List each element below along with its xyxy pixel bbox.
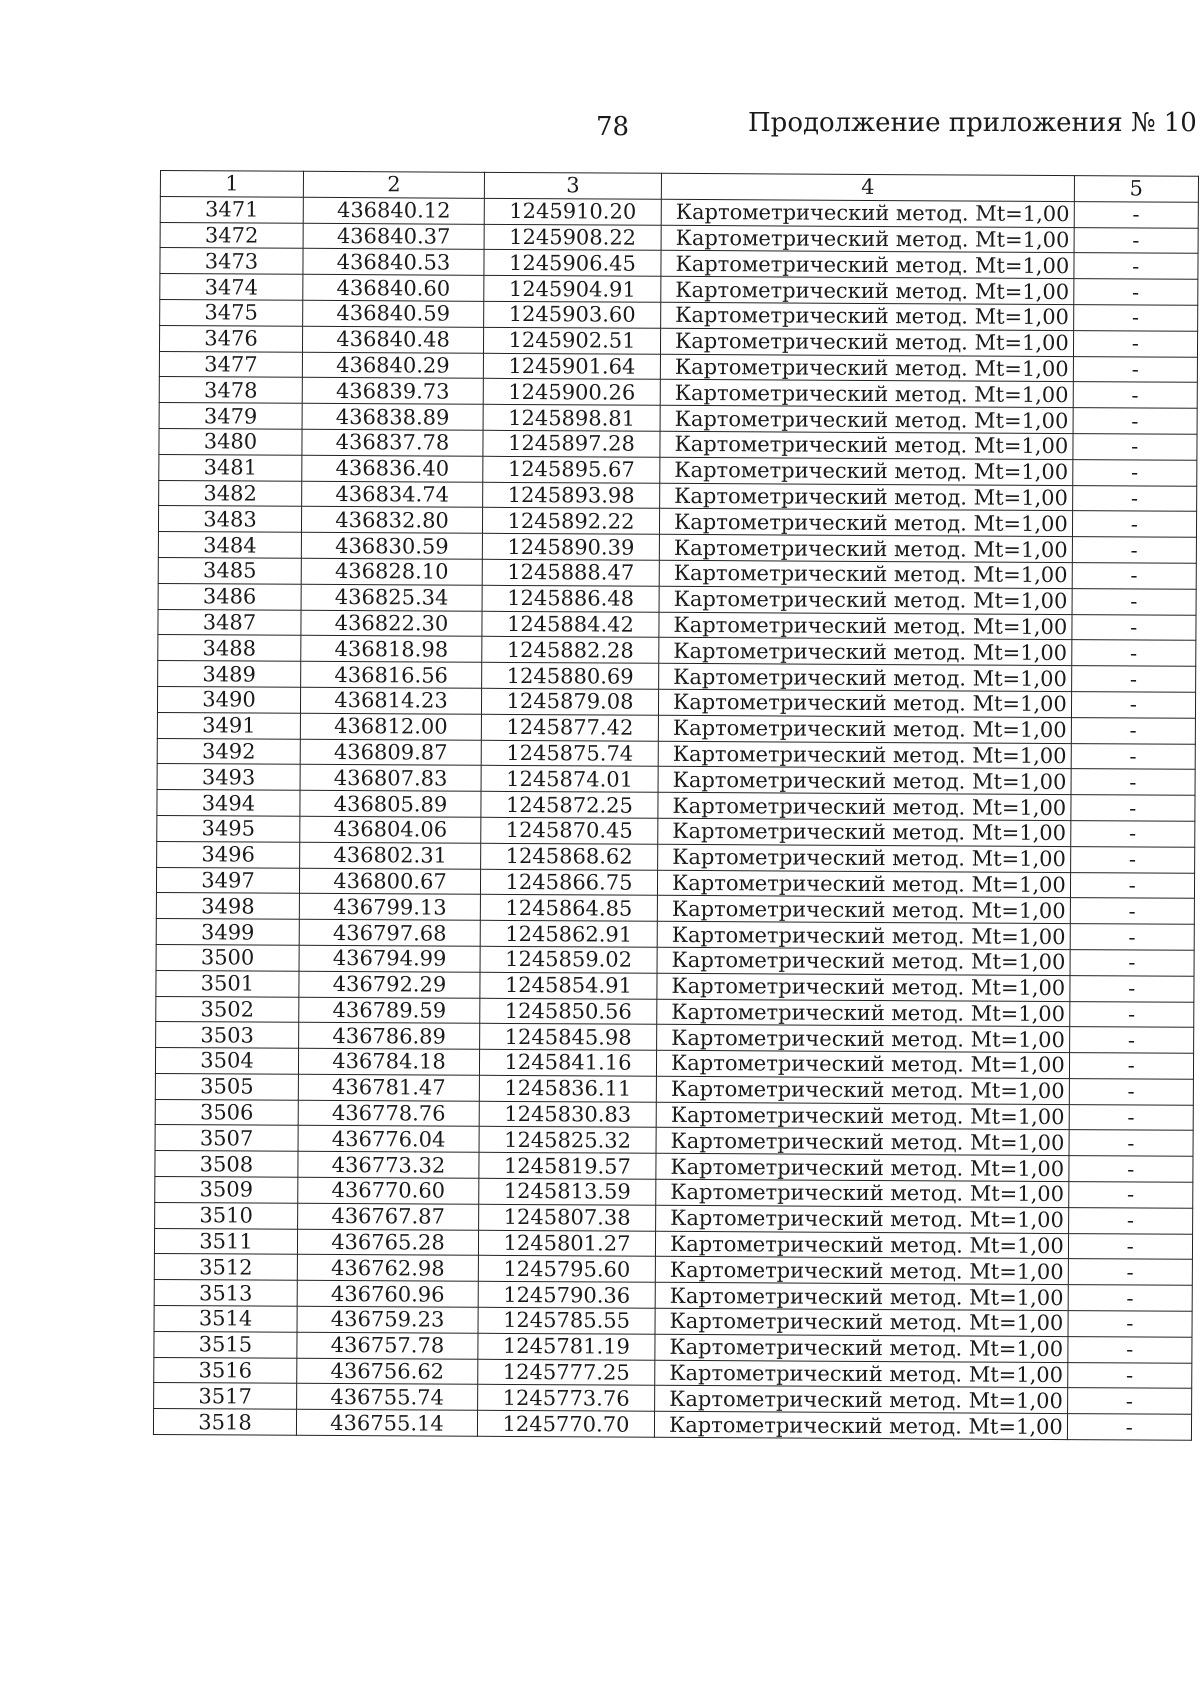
method-cell: Картометрический метод. Mt=1,00	[659, 509, 1072, 537]
x-coordinate-cell: 436836.40	[302, 455, 483, 482]
y-coordinate-cell: 1245910.20	[484, 198, 661, 225]
point-number-cell: 3497	[156, 867, 299, 894]
y-coordinate-cell: 1245830.83	[479, 1101, 656, 1128]
note-cell: -	[1067, 1414, 1191, 1440]
point-number-cell: 3478	[159, 377, 302, 404]
x-coordinate-cell: 436792.29	[299, 971, 480, 998]
note-cell: -	[1071, 666, 1195, 692]
page-number: 78	[596, 112, 630, 142]
y-coordinate-cell: 1245870.45	[481, 817, 658, 844]
point-number-cell: 3473	[160, 248, 303, 275]
point-number-cell: 3494	[157, 790, 300, 817]
note-cell: -	[1069, 1053, 1193, 1079]
x-coordinate-cell: 436786.89	[299, 1023, 480, 1050]
coordinates-table	[153, 170, 1199, 1441]
method-cell: Картометрический метод. Mt=1,00	[661, 225, 1074, 253]
note-cell: -	[1074, 279, 1198, 305]
point-number-cell: 3499	[156, 919, 299, 946]
x-coordinate-cell: 436818.98	[301, 636, 482, 663]
y-coordinate-cell: 1245886.48	[482, 585, 659, 612]
method-cell: Картометрический метод. Mt=1,00	[657, 947, 1070, 975]
note-cell: -	[1069, 1156, 1193, 1182]
point-number-cell: 3509	[155, 1177, 298, 1204]
x-coordinate-cell: 436822.30	[301, 610, 482, 637]
y-coordinate-cell: 1245790.36	[478, 1282, 655, 1309]
x-coordinate-cell: 436840.12	[303, 197, 484, 224]
note-cell: -	[1071, 692, 1195, 718]
x-coordinate-cell: 436802.31	[300, 842, 481, 869]
note-cell: -	[1072, 485, 1196, 511]
x-coordinate-cell: 436828.10	[301, 558, 482, 585]
note-cell: -	[1068, 1311, 1192, 1337]
method-cell: Картометрический метод. Mt=1,00	[656, 1050, 1069, 1078]
note-cell: -	[1073, 330, 1197, 356]
point-number-cell: 3498	[156, 893, 299, 920]
note-cell: -	[1068, 1233, 1192, 1259]
x-coordinate-cell: 436837.78	[302, 429, 483, 456]
y-coordinate-cell: 1245872.25	[481, 791, 658, 818]
x-coordinate-cell: 436800.67	[299, 868, 480, 895]
x-coordinate-cell: 436840.37	[303, 223, 484, 250]
note-cell: -	[1069, 1027, 1193, 1053]
x-coordinate-cell: 436840.29	[302, 352, 483, 379]
method-cell: Картометрический метод. Mt=1,00	[655, 1386, 1068, 1414]
method-cell: Картометрический метод. Mt=1,00	[656, 1154, 1069, 1182]
y-coordinate-cell: 1245902.51	[483, 327, 660, 354]
y-coordinate-cell: 1245904.91	[484, 275, 661, 302]
x-coordinate-cell: 436825.34	[301, 584, 482, 611]
method-cell: Картометрический метод. Mt=1,00	[655, 1334, 1068, 1362]
note-cell: -	[1067, 1388, 1191, 1414]
note-cell: -	[1071, 717, 1195, 743]
note-cell: -	[1072, 588, 1196, 614]
method-cell: Картометрический метод. Mt=1,00	[660, 483, 1073, 511]
x-coordinate-cell: 436755.14	[296, 1410, 477, 1437]
point-number-cell: 3486	[158, 583, 301, 610]
x-coordinate-cell: 436807.83	[300, 765, 481, 792]
header-cell-3: 3	[484, 172, 661, 199]
x-coordinate-cell: 436840.60	[303, 274, 484, 301]
note-cell: -	[1070, 975, 1194, 1001]
y-coordinate-cell: 1245901.64	[483, 353, 660, 380]
method-cell: Картометрический метод. Mt=1,00	[660, 431, 1073, 459]
x-coordinate-cell: 436816.56	[301, 661, 482, 688]
method-cell: Картометрический метод. Mt=1,00	[659, 534, 1072, 562]
y-coordinate-cell: 1245845.98	[480, 1024, 657, 1051]
table-body	[153, 196, 1198, 1440]
note-cell: -	[1074, 201, 1198, 227]
y-coordinate-cell: 1245864.85	[480, 895, 657, 922]
point-number-cell: 3493	[157, 764, 300, 791]
note-cell: -	[1068, 1336, 1192, 1362]
method-cell: Картометрический метод. Mt=1,00	[654, 1412, 1067, 1440]
method-cell: Картометрический метод. Mt=1,00	[659, 638, 1072, 666]
x-coordinate-cell: 436773.32	[298, 1152, 479, 1179]
point-number-cell: 3516	[154, 1357, 297, 1384]
x-coordinate-cell: 436840.59	[303, 300, 484, 327]
y-coordinate-cell: 1245781.19	[478, 1333, 655, 1360]
point-number-cell: 3517	[154, 1383, 297, 1410]
method-cell: Картометрический метод. Mt=1,00	[657, 870, 1070, 898]
x-coordinate-cell: 436812.00	[300, 713, 481, 740]
y-coordinate-cell: 1245903.60	[484, 301, 661, 328]
y-coordinate-cell: 1245890.39	[482, 533, 659, 560]
y-coordinate-cell: 1245859.02	[480, 946, 657, 973]
y-coordinate-cell: 1245841.16	[479, 1049, 656, 1076]
appendix-title: Продолжение приложения № 10	[748, 108, 1197, 138]
x-coordinate-cell: 436784.18	[298, 1048, 479, 1075]
y-coordinate-cell: 1245892.22	[482, 508, 659, 535]
point-number-cell: 3479	[159, 403, 302, 430]
table-row	[153, 1409, 1191, 1441]
method-cell: Картометрический метод. Mt=1,00	[657, 921, 1070, 949]
point-number-cell: 3481	[159, 454, 302, 481]
header-cell-4: 4	[661, 173, 1074, 201]
note-cell: -	[1072, 640, 1196, 666]
x-coordinate-cell: 436799.13	[299, 894, 480, 921]
note-cell: -	[1068, 1259, 1192, 1285]
y-coordinate-cell: 1245879.08	[481, 688, 658, 715]
method-cell: Картометрический метод. Mt=1,00	[657, 896, 1070, 924]
x-coordinate-cell: 436776.04	[298, 1126, 479, 1153]
method-cell: Картометрический метод. Mt=1,00	[660, 328, 1073, 356]
y-coordinate-cell: 1245868.62	[481, 843, 658, 870]
x-coordinate-cell: 436778.76	[298, 1100, 479, 1127]
header-cell-1: 1	[160, 171, 303, 198]
note-cell: -	[1074, 227, 1198, 253]
note-cell: -	[1073, 459, 1197, 485]
y-coordinate-cell: 1245862.91	[480, 920, 657, 947]
x-coordinate-cell: 436765.28	[297, 1229, 478, 1256]
method-cell: Картометрический метод. Mt=1,00	[659, 612, 1072, 640]
method-cell: Картометрический метод. Mt=1,00	[660, 380, 1073, 408]
x-coordinate-cell: 436830.59	[301, 532, 482, 559]
note-cell: -	[1069, 1001, 1193, 1027]
point-number-cell: 3500	[156, 944, 299, 971]
note-cell: -	[1070, 924, 1194, 950]
note-cell: -	[1070, 950, 1194, 976]
note-cell: -	[1073, 434, 1197, 460]
y-coordinate-cell: 1245895.67	[483, 456, 660, 483]
point-number-cell: 3485	[158, 557, 301, 584]
y-coordinate-cell: 1245866.75	[480, 869, 657, 896]
note-cell: -	[1074, 253, 1198, 279]
point-number-cell: 3475	[160, 299, 303, 326]
y-coordinate-cell: 1245819.57	[479, 1153, 656, 1180]
point-number-cell: 3496	[157, 841, 300, 868]
point-number-cell: 3501	[156, 970, 299, 997]
point-number-cell: 3506	[155, 1099, 298, 1126]
y-coordinate-cell: 1245882.28	[482, 637, 659, 664]
method-cell: Картометрический метод. Mt=1,00	[660, 354, 1073, 382]
method-cell: Картометрический метод. Mt=1,00	[656, 1128, 1069, 1156]
x-coordinate-cell: 436767.87	[298, 1203, 479, 1230]
point-number-cell: 3487	[158, 609, 301, 636]
note-cell: -	[1071, 821, 1195, 847]
point-number-cell: 3472	[160, 222, 303, 249]
point-number-cell: 3476	[159, 325, 302, 352]
point-number-cell: 3502	[156, 996, 299, 1023]
method-cell: Картометрический метод. Mt=1,00	[655, 1308, 1068, 1336]
x-coordinate-cell: 436762.98	[297, 1255, 478, 1282]
note-cell: -	[1073, 305, 1197, 331]
point-number-cell: 3492	[157, 738, 300, 765]
method-cell: Картометрический метод. Mt=1,00	[658, 767, 1071, 795]
x-coordinate-cell: 436840.48	[302, 326, 483, 353]
method-cell: Картометрический метод. Mt=1,00	[659, 586, 1072, 614]
note-cell: -	[1072, 537, 1196, 563]
method-cell: Картометрический метод. Mt=1,00	[658, 689, 1071, 717]
point-number-cell: 3507	[155, 1125, 298, 1152]
note-cell: -	[1073, 356, 1197, 382]
point-number-cell: 3480	[159, 428, 302, 455]
note-cell: -	[1067, 1362, 1191, 1388]
x-coordinate-cell: 436757.78	[297, 1332, 478, 1359]
y-coordinate-cell: 1245875.74	[481, 740, 658, 767]
point-number-cell: 3488	[158, 635, 301, 662]
y-coordinate-cell: 1245880.69	[482, 662, 659, 689]
x-coordinate-cell: 436756.62	[297, 1358, 478, 1385]
note-cell: -	[1069, 1078, 1193, 1104]
note-cell: -	[1069, 1130, 1193, 1156]
point-number-cell: 3513	[154, 1280, 297, 1307]
y-coordinate-cell: 1245836.11	[479, 1075, 656, 1102]
y-coordinate-cell: 1245908.22	[484, 224, 661, 251]
point-number-cell: 3490	[157, 686, 300, 713]
note-cell: -	[1071, 795, 1195, 821]
x-coordinate-cell: 436840.53	[303, 249, 484, 276]
x-coordinate-cell: 436755.74	[297, 1384, 478, 1411]
point-number-cell: 3489	[158, 661, 301, 688]
y-coordinate-cell: 1245807.38	[479, 1204, 656, 1231]
note-cell: -	[1073, 408, 1197, 434]
method-cell: Картометрический метод. Mt=1,00	[661, 199, 1074, 227]
method-cell: Картометрический метод. Mt=1,00	[655, 1231, 1068, 1259]
note-cell: -	[1071, 769, 1195, 795]
point-number-cell: 3483	[158, 506, 301, 533]
y-coordinate-cell: 1245906.45	[484, 250, 661, 277]
point-number-cell: 3515	[154, 1331, 297, 1358]
x-coordinate-cell: 436809.87	[300, 739, 481, 766]
note-cell: -	[1068, 1182, 1192, 1208]
point-number-cell: 3482	[159, 480, 302, 507]
method-cell: Картометрический метод. Mt=1,00	[656, 1076, 1069, 1104]
method-cell: Картометрический метод. Mt=1,00	[658, 715, 1071, 743]
point-number-cell: 3511	[154, 1228, 297, 1255]
method-cell: Картометрический метод. Mt=1,00	[655, 1257, 1068, 1285]
method-cell: Картометрический метод. Mt=1,00	[658, 792, 1071, 820]
x-coordinate-cell: 436797.68	[299, 919, 480, 946]
note-cell: -	[1072, 563, 1196, 589]
method-cell: Картометрический метод. Mt=1,00	[658, 741, 1071, 769]
y-coordinate-cell: 1245801.27	[478, 1230, 655, 1257]
method-cell: Картометрический метод. Mt=1,00	[660, 457, 1073, 485]
note-cell: -	[1068, 1285, 1192, 1311]
point-number-cell: 3503	[156, 1022, 299, 1049]
point-number-cell: 3474	[160, 274, 303, 301]
point-number-cell: 3518	[153, 1409, 296, 1436]
y-coordinate-cell: 1245785.55	[478, 1307, 655, 1334]
y-coordinate-cell: 1245874.01	[481, 766, 658, 793]
header-cell-5: 5	[1074, 176, 1198, 202]
y-coordinate-cell: 1245888.47	[482, 559, 659, 586]
point-number-cell: 3477	[159, 351, 302, 378]
point-number-cell: 3491	[157, 712, 300, 739]
point-number-cell: 3514	[154, 1306, 297, 1333]
method-cell: Картометрический метод. Mt=1,00	[657, 973, 1070, 1001]
method-cell: Картометрический метод. Mt=1,00	[661, 302, 1074, 330]
note-cell: -	[1072, 511, 1196, 537]
note-cell: -	[1069, 1104, 1193, 1130]
y-coordinate-cell: 1245877.42	[481, 714, 658, 741]
x-coordinate-cell: 436832.80	[301, 507, 482, 534]
method-cell: Картометрический метод. Mt=1,00	[655, 1360, 1068, 1388]
y-coordinate-cell: 1245898.81	[483, 404, 660, 431]
note-cell: -	[1072, 614, 1196, 640]
note-cell: -	[1070, 846, 1194, 872]
method-cell: Картометрический метод. Mt=1,00	[657, 1025, 1070, 1053]
point-number-cell: 3504	[155, 1048, 298, 1075]
note-cell: -	[1071, 743, 1195, 769]
note-cell: -	[1070, 898, 1194, 924]
x-coordinate-cell: 436804.06	[300, 816, 481, 843]
x-coordinate-cell: 436789.59	[299, 997, 480, 1024]
point-number-cell: 3512	[154, 1254, 297, 1281]
point-number-cell: 3505	[155, 1073, 298, 1100]
method-cell: Картометрический метод. Mt=1,00	[657, 999, 1070, 1027]
method-cell: Картометрический метод. Mt=1,00	[656, 1205, 1069, 1233]
y-coordinate-cell: 1245773.76	[478, 1385, 655, 1412]
method-cell: Картометрический метод. Mt=1,00	[656, 1102, 1069, 1130]
y-coordinate-cell: 1245893.98	[483, 482, 660, 509]
x-coordinate-cell: 436805.89	[300, 790, 481, 817]
x-coordinate-cell: 436760.96	[297, 1281, 478, 1308]
method-cell: Картометрический метод. Mt=1,00	[658, 818, 1071, 846]
x-coordinate-cell: 436838.89	[302, 403, 483, 430]
x-coordinate-cell: 436794.99	[299, 945, 480, 972]
x-coordinate-cell: 436839.73	[302, 378, 483, 405]
method-cell: Картометрический метод. Mt=1,00	[658, 844, 1071, 872]
y-coordinate-cell: 1245884.42	[482, 611, 659, 638]
point-number-cell: 3510	[155, 1202, 298, 1229]
y-coordinate-cell: 1245770.70	[477, 1411, 654, 1438]
y-coordinate-cell: 1245795.60	[478, 1256, 655, 1283]
point-number-cell: 3495	[157, 815, 300, 842]
note-cell: -	[1070, 872, 1194, 898]
note-cell: -	[1073, 382, 1197, 408]
x-coordinate-cell: 436814.23	[300, 687, 481, 714]
method-cell: Картометрический метод. Mt=1,00	[661, 251, 1074, 279]
header-cell-2: 2	[303, 171, 484, 198]
y-coordinate-cell: 1245825.32	[479, 1127, 656, 1154]
method-cell: Картометрический метод. Mt=1,00	[659, 560, 1072, 588]
y-coordinate-cell: 1245897.28	[483, 430, 660, 457]
x-coordinate-cell: 436770.60	[298, 1177, 479, 1204]
point-number-cell: 3508	[155, 1151, 298, 1178]
method-cell: Картометрический метод. Mt=1,00	[661, 276, 1074, 304]
y-coordinate-cell: 1245854.91	[480, 972, 657, 999]
y-coordinate-cell: 1245777.25	[478, 1359, 655, 1386]
x-coordinate-cell: 436834.74	[302, 481, 483, 508]
method-cell: Картометрический метод. Mt=1,00	[660, 405, 1073, 433]
y-coordinate-cell: 1245850.56	[480, 998, 657, 1025]
y-coordinate-cell: 1245813.59	[479, 1178, 656, 1205]
point-number-cell: 3471	[160, 196, 303, 223]
point-number-cell: 3484	[158, 532, 301, 559]
method-cell: Картометрический метод. Mt=1,00	[659, 663, 1072, 691]
note-cell: -	[1068, 1207, 1192, 1233]
y-coordinate-cell: 1245900.26	[483, 379, 660, 406]
x-coordinate-cell: 436759.23	[297, 1306, 478, 1333]
method-cell: Картометрический метод. Mt=1,00	[655, 1283, 1068, 1311]
method-cell: Картометрический метод. Mt=1,00	[656, 1179, 1069, 1207]
x-coordinate-cell: 436781.47	[298, 1074, 479, 1101]
